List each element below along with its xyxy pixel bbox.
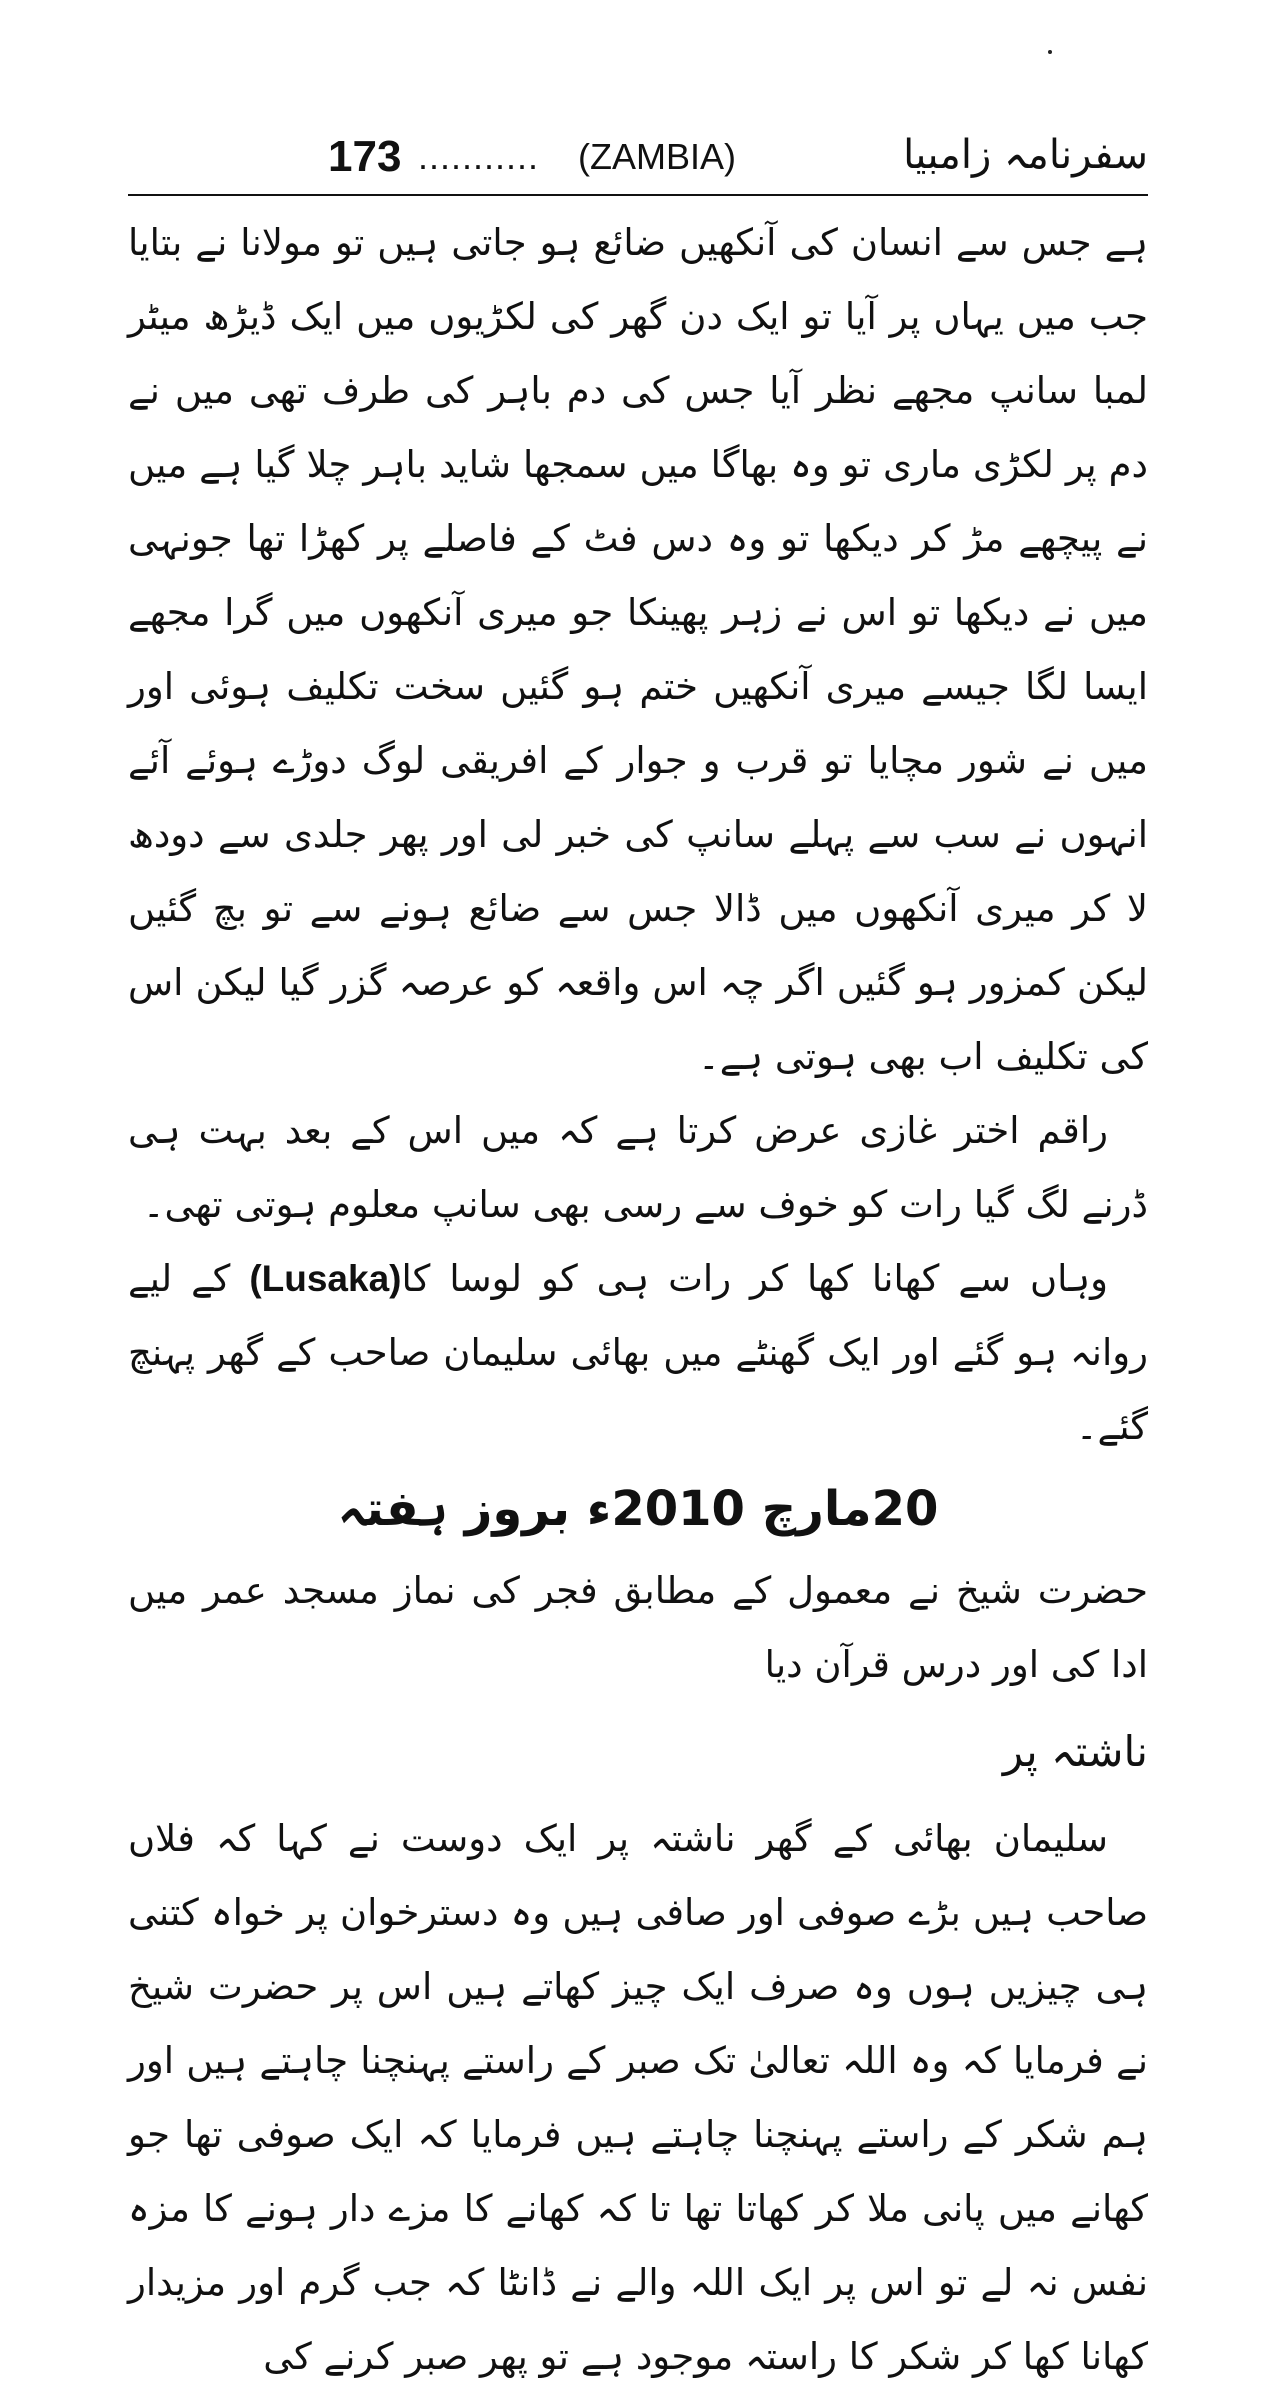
header-rule (128, 194, 1148, 196)
section-subheading: ناشتہ پر (1002, 1727, 1148, 1776)
travel-text-end: کے لیے روانہ ہو گئے اور ایک گھنٹے میں بھائی سلیمان صاحب کے گھر پہنچ گئے۔ (128, 1257, 1148, 1448)
page-body (128, 206, 1148, 2394)
paragraph-breakfast: سلیمان بھائی کے گھر ناشتہ پر ایک دوست نے کہا کہ فلاں صاحب ہیں بڑے صوفی اور صافی ہیں وہ دسترخوان پر خواہ کتنی ہی چیزیں ہوں وہ صرف ایک چیز کھاتے ہیں اس پر حضرت شیخ نے فرمایا کہ وہ اللہ تعالیٰ تک صبر کے راستے پہنچنا چاہتے ہیں اور ہم شکر کے راستے پہنچنا چاہتے ہیں فرمایا کہ ایک صوفی تھا جو کھانے میں پانی ملا کر کھاتا تھا تا کہ کھانے کا مزے دار ہونے کا مزہ نفس نہ لے تو اس پر ایک اللہ والے نے ڈانٹا کہ جب گرم اور مزیدار کھانا کھا کر شکر کا راستہ موجود ہے تو پھر صبر کرنے کی (128, 1817, 1148, 2378)
page-speck (1048, 50, 1052, 54)
paragraph-fajr: حضرت شیخ نے معمول کے مطابق فجر کی نماز مسجد عمر میں ادا کی اور درس قرآن دیا (128, 1569, 1148, 1686)
page-number: 173 (328, 132, 402, 181)
header-leader-dots: ........... (418, 136, 540, 177)
paragraph-snake-story: ہے جس سے انسان کی آنکھیں ضائع ہو جاتی ہیں تو مولانا نے بتایا جب میں یہاں پر آیا تو ایک دن گھر کی لکڑیوں میں ایک ڈیڑھ میٹر لمبا سانپ مجھے نظر آیا جس کی دم باہر کی طرف تھی میں نے دم پر لکڑی ماری تو وہ بھاگا میں سمجھا شاید باہر چلا گیا ہے میں نے پیچھے مڑ کر دیکھا تو وہ دس فٹ کے فاصلے پر کھڑا تھا جونہی میں نے دیکھا تو اس نے زہر پھینکا جو میری آنکھوں میں گرا مجھے ایسا لگا جیسے میری آنکھیں ختم ہو گئیں سخت تکلیف ہوئی اور میں نے شور مچایا تو قرب و جوار کے افریقی لوگ دوڑے ہوئے آئے انہوں نے سب سے پہلے سانپ کی خبر لی اور پھر جلدی سے دودھ لا کر میری آنکھوں میں ڈالا جس سے ضائع ہونے سے تو بچ گئیں لیکن کمزور ہو گئیں اگر چہ اس واقعہ کو عرصہ گزر گیا لیکن اس کی تکلیف اب بھی ہوتی ہے۔ (128, 221, 1148, 1078)
running-header (128, 126, 1148, 196)
book-subtitle: (ZAMBIA) (578, 136, 736, 177)
lusaka-latin: (Lusaka) (249, 1258, 402, 1299)
date-heading: 20مارچ 2010ء بروز ہفتہ (337, 1481, 939, 1537)
paragraph-author-note: راقم اختر غازی عرض کرتا ہے کہ میں اس کے بعد بہت ہی ڈرنے لگ گیا رات کو خوف سے رسی بھی سانپ معلوم ہوتی تھی۔ (128, 1109, 1148, 1226)
book-title: سفرنامہ زامبیا (903, 132, 1148, 178)
paragraph-travel-lusaka (128, 1242, 1148, 1464)
travel-text-start: وہاں سے کھانا کھا کر رات ہی کو لوسا کا (401, 1257, 1108, 1300)
